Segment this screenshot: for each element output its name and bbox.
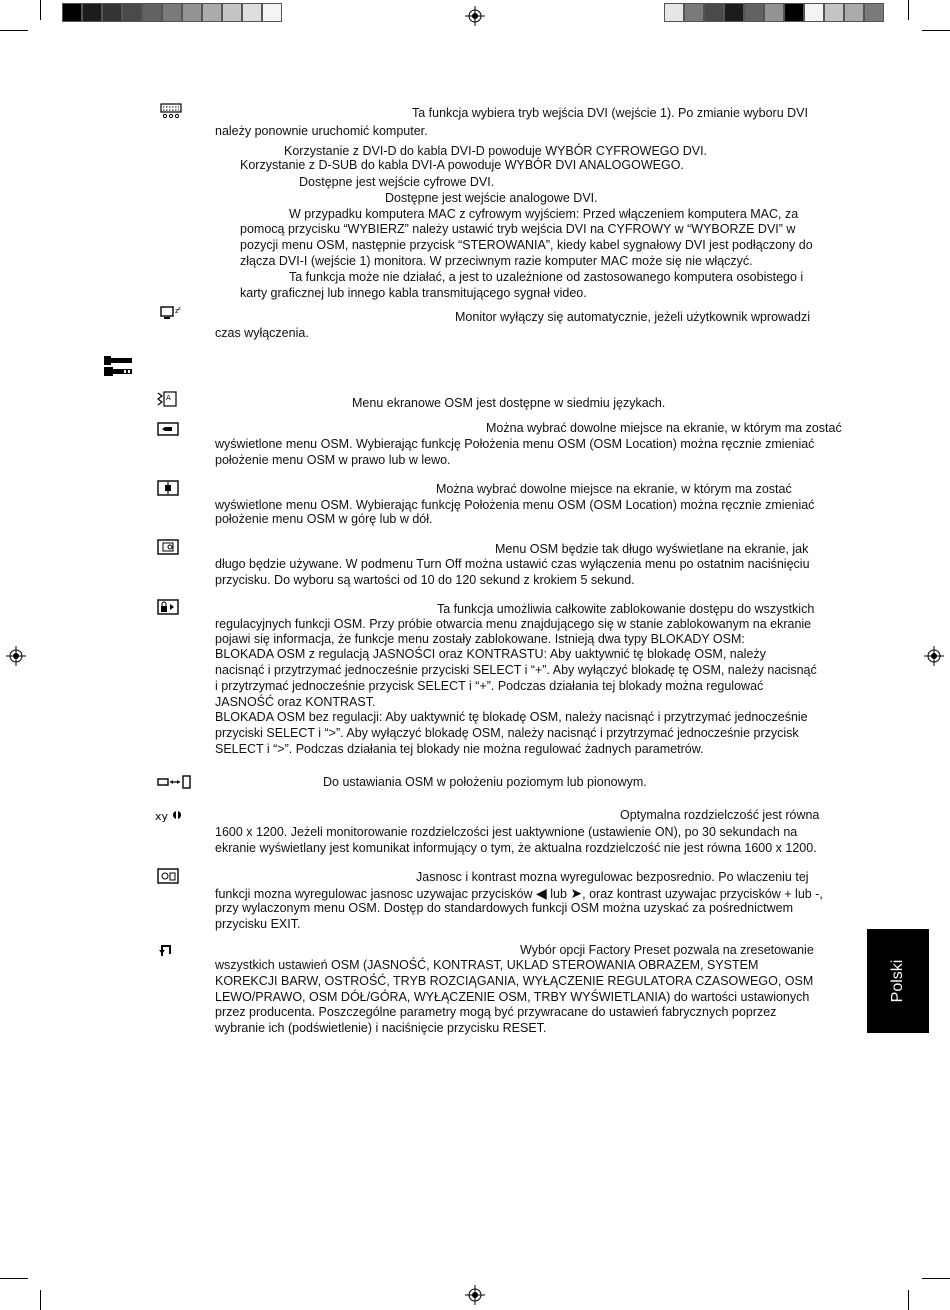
osm-lockout-text-line: SELECT i “>”. Podczas działania tej blokady nie można regulować żadnych parametrów.	[215, 742, 704, 756]
color-swatch	[764, 3, 784, 22]
color-swatch	[242, 3, 262, 22]
color-swatch	[182, 3, 202, 22]
color-swatch	[804, 3, 824, 22]
dvi-text-line: W przypadku komputera MAC z cyfrowym wyjściem: Przed włączeniem komputera MAC, za	[289, 207, 799, 221]
color-swatch	[724, 3, 744, 22]
factory-preset-text-line: wybranie ich (podświetlenie) i naciśnięcie przycisku RESET.	[215, 1021, 547, 1035]
resolution-text-line: ekranie wyświetlany jest komunikat informujący o tym, że aktualna rozdzielczość nie jest równa 1600 x 1200.	[215, 841, 817, 855]
color-swatch	[202, 3, 222, 22]
osm-lockout-text-line: regulacyjnych funkcji OSM. Przy próbie otwarcia menu znajdującego się w stanie zablokowanym na ekranie	[215, 617, 812, 631]
registration-mark-top	[465, 6, 485, 26]
hot-key-text-part: , oraz kontrast uzywajac przycisków + lub -,	[582, 887, 823, 901]
color-swatch	[744, 3, 764, 22]
hot-key-text-line: Jasnosc i kontrast mozna wyregulowac bezposrednio. Po wlaczeniu tej	[416, 870, 809, 884]
language-side-tab	[867, 929, 929, 1033]
crop-mark	[908, 1290, 909, 1310]
osm-turn-off-text-line: Menu OSM będzie tak długo wyświetlane na ekranie, jak	[495, 542, 809, 556]
color-swatch	[844, 3, 864, 22]
osm-lockout-text-line: przyciski SELECT i “>”. Aby wyłączyć blokadę OSM, należy nacisnąć i przytrzymać jednocześnie przycisk	[215, 726, 799, 740]
off-timer-text-line: czas wyłączenia.	[215, 326, 309, 340]
dvi-text-line: Dostępne jest wejście cyfrowe DVI.	[299, 175, 495, 189]
osm-turn-off-text-line: długo będzie używane. W podmenu Turn Off można ustawić czas wyłączenia menu po ostatnim naciśnięciu	[215, 557, 810, 571]
color-swatch	[142, 3, 162, 22]
tools-wrench-icon	[102, 355, 134, 379]
osm-lockout-text-line: i przytrzymać jednocześnie przycisk SELECT i “+”. Podczas działania tej blokady można regulować	[215, 679, 764, 693]
language-icon	[156, 391, 178, 407]
left-arrow-icon: ◀	[535, 885, 547, 901]
registration-mark-right	[924, 646, 944, 666]
osm-v-position-text-line: Można wybrać dowolne miejsce na ekranie, w którym ma zostać	[436, 482, 792, 496]
svg-text:z: z	[178, 306, 181, 312]
off-timer-icon	[160, 305, 182, 321]
crop-mark	[40, 0, 41, 20]
hot-key-text-part: lub	[550, 887, 567, 901]
osm-lockout-icon	[157, 599, 179, 615]
crop-mark	[922, 1278, 950, 1279]
factory-preset-text-line: wszystkich ustawień OSM (JASNOŚĆ, KONTRAST, UKLAD STEROWANIA OBRAZEM, SYSTEM	[215, 958, 759, 972]
osm-v-position-text-line: położenie menu OSM w górę lub w dół.	[215, 512, 433, 526]
registration-mark-bottom	[465, 1285, 485, 1305]
osm-rotation-text-line: Do ustawiania OSM w położeniu poziomym lub pionowym.	[323, 775, 647, 789]
resolution-notifier-icon	[155, 807, 183, 823]
osm-rotation-icon	[157, 774, 193, 790]
color-swatch	[122, 3, 142, 22]
hot-key-icon	[157, 868, 179, 884]
osm-lockout-text-line: nacisnąć i przytrzymać jednocześnie przyciski SELECT i “+”. Aby wyłączyć blokadę tę OSM, należy nacisnąć	[215, 663, 817, 677]
factory-preset-text-line: KOREKCJI BARW, OSTROŚĆ, TRYB ROZCIĄGANIA, WYŁĄCZENIE REGULATORA CZASOWEGO, OSM	[215, 974, 814, 988]
color-swatch	[62, 3, 82, 22]
color-swatch	[102, 3, 122, 22]
osm-h-position-text-line: wyświetlone menu OSM. Wybierając funkcję Położenia menu OSM (OSM Location) można ręcznie zmieniać	[215, 437, 815, 451]
dvi-text-line: karty graficznej lub innego kabla transmitującego sygnał video.	[240, 286, 587, 300]
crop-mark	[0, 1278, 28, 1279]
dvi-selection-icon	[160, 103, 182, 119]
dvi-text-line: należy ponownie uruchomić komputer.	[215, 124, 428, 138]
osm-h-position-text-line: Można wybrać dowolne miejsce na ekranie, w którym ma zostać	[486, 421, 842, 435]
svg-text:A: A	[166, 394, 171, 402]
hot-key-text-line: przy wylaczonym menu OSM. Dostęp do standardowych funkcji OSM można uzyskać za pośrednictwem	[215, 901, 794, 915]
dvi-text-line: Korzystanie z DVI-D do kabla DVI-D powoduje WYBÓR CYFROWEGO DVI.	[284, 144, 708, 158]
osm-lockout-text-line: pojawi się informacja, że funkcje menu zostały zablokowane. Istnieją dwa typy BLOKADY OSM:	[215, 632, 745, 646]
dvi-text-line: pozycji menu OSM, następnie przycisk “STEROWANIA”, kiedy kabel sygnałowy DVI jest podłączony do	[240, 238, 813, 252]
osm-lockout-text-line: JASNOŚĆ oraz KONTRAST.	[215, 695, 376, 709]
resolution-text-line: 1600 x 1200. Jeżeli monitorowanie rozdzielczości jest uaktywnione (ustawienie ON), po 30 sekundach na	[215, 825, 798, 839]
hot-key-text-part: funkcji mozna wyregulowac jasnosc uzywajac przycisków	[215, 887, 533, 901]
crop-mark	[922, 30, 950, 31]
crop-mark	[0, 30, 28, 31]
dvi-text-line: złącza DVI-I (wejście 1) monitora. W przeciwnym razie komputer MAC może się nie włączyć.	[240, 254, 753, 268]
factory-preset-text-line: Wybór opcji Factory Preset pozwala na zresetowanie	[520, 943, 814, 957]
color-swatch	[222, 3, 242, 22]
osm-turn-off-icon	[157, 539, 179, 555]
osm-h-position-icon	[157, 421, 179, 437]
factory-preset-icon	[157, 942, 179, 958]
color-bar-left	[62, 0, 286, 24]
language-side-tab-label: Polski	[889, 959, 906, 1003]
color-bar-right	[664, 0, 888, 24]
color-swatch	[82, 3, 102, 22]
resolution-text-line: Optymalna rozdzielczość jest równa	[620, 808, 820, 822]
dvi-text-line: Dostępne jest wejście analogowe DVI.	[385, 191, 598, 205]
color-swatch	[784, 3, 804, 22]
osm-turn-off-text-line: przycisku. Do wyboru są wartości od 10 do 120 sekund z krokiem 5 sekund.	[215, 573, 635, 587]
svg-text:xy: xy	[155, 810, 169, 823]
hot-key-text-line: przycisku EXIT.	[215, 917, 301, 931]
color-swatch	[864, 3, 884, 22]
factory-preset-text-line: LEWO/PRAWO, OSM DÓŁ/GÓRA, WYŁĄCZENIE OSM, TRBY WYŚWIETLANIA) do wartości ustawionych	[215, 990, 810, 1004]
crop-mark	[40, 1290, 41, 1310]
right-arrow-icon: ➤	[570, 885, 583, 901]
dvi-text-line: Ta funkcja wybiera tryb wejścia DVI (wejście 1). Po zmianie wyboru DVI	[412, 106, 808, 120]
osm-lockout-text-line: BLOKADA OSM z regulacją JASNOŚCI oraz KONTRASTU: Aby uaktywnić tę blokadę OSM, należy	[215, 647, 766, 661]
color-swatch	[684, 3, 704, 22]
color-swatch	[704, 3, 724, 22]
osm-v-position-text-line: wyświetlone menu OSM. Wybierając funkcję Położenia menu OSM (OSM Location) można ręcznie zmieniać	[215, 498, 815, 512]
factory-preset-text-line: przez producenta. Poszczególne parametry mogą być przywracane do ustawień fabrycznych poprzez	[215, 1005, 777, 1019]
color-swatch	[162, 3, 182, 22]
color-swatch	[824, 3, 844, 22]
dvi-text-line: Korzystanie z D-SUB do kabla DVI-A powoduje WYBÓR DVI ANALOGOWEGO.	[240, 158, 684, 172]
svg-text:z: z	[175, 307, 179, 315]
dvi-text-line: pomocą przycisku “WYBIERZ” należy ustawić tryb wejścia DVI na CYFROWY w “WYBORZE DVI” w	[240, 222, 796, 236]
osm-lockout-text-line: Ta funkcja umożliwia całkowite zablokowanie dostępu do wszystkich	[437, 602, 815, 616]
language-text-line: Menu ekranowe OSM jest dostępne w siedmiu językach.	[352, 396, 666, 410]
crop-mark	[908, 0, 909, 20]
osm-h-position-text-line: położenie menu OSM w prawo lub w lewo.	[215, 453, 451, 467]
color-swatch	[262, 3, 282, 22]
color-swatch	[664, 3, 684, 22]
osm-v-position-icon	[157, 480, 179, 496]
registration-mark-left	[6, 646, 26, 666]
off-timer-text-line: Monitor wyłączy się automatycznie, jeżeli użytkownik wprowadzi	[455, 310, 810, 324]
dvi-text-line: Ta funkcja może nie działać, a jest to uzależnione od zastosowanego komputera osobistego i	[289, 270, 804, 284]
osm-lockout-text-line: BLOKADA OSM bez regulacji: Aby uaktywnić tę blokadę OSM, należy nacisnąć i przytrzymać jednocześnie	[215, 710, 808, 724]
